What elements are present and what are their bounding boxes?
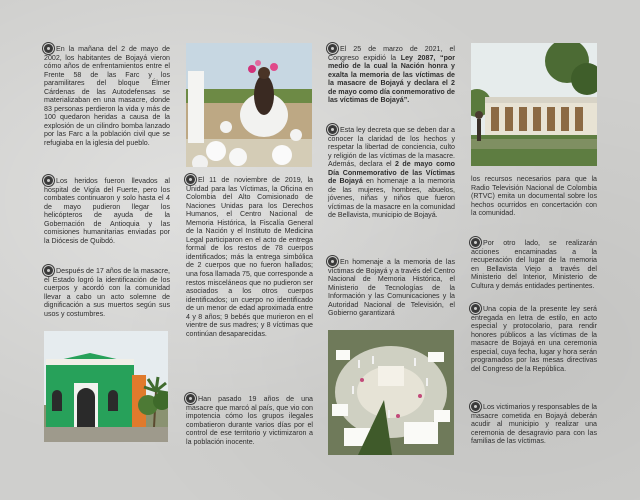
church-building-photo xyxy=(471,43,597,166)
green-building-illustration xyxy=(44,331,168,442)
circle-bullet-icon xyxy=(44,266,53,275)
col3-paragraph-3: En homenaje a la memoria de las víctimas de Bojayá y a través del Centro Nacional de Memoria Histórica, el Ministerio de Tecnologías de la Información y las Comunicaciones y la Autoridad Nacional de Televisión, el Gobierno garantizará xyxy=(328,258,455,318)
circle-bullet-icon xyxy=(44,44,53,53)
col4-paragraph-1: los recursos necesarios para que la Radio Televisión Nacional de Colombia (RTVC) emita un documental sobre los hechos ocurridos en concertación con la comunidad. xyxy=(471,175,597,218)
ceremony-illustration xyxy=(328,330,454,455)
col1-paragraph-3: Después de 17 años de la masacre, el Estado logró la identificación de los cuerpos y acordó con la comunidad llevar a cabo un acto solemne de dignificación a sus muertos según sus usos y costumbres. xyxy=(44,267,170,318)
col3-paragraph-1: El 25 de marzo de 2021, el Congreso expidió la Ley 2087, “por medio de la cual la Nación honra y exalta la memoria de las víctimas de la masacre de Bojayá y declara el 2 de mayo como día conmemorativo de las víctimas de Bojayá”. xyxy=(328,45,455,105)
circle-bullet-icon xyxy=(186,175,195,184)
circle-bullet-icon xyxy=(471,238,480,247)
col2-paragraph-2: Han pasado 19 años de una masacre que marcó al país, que vio con impotencia cómo los grupos ilegales combatieron durante varios días por el control de ese territorio y victimizaron a la población inocente. xyxy=(186,395,313,446)
circle-bullet-icon xyxy=(328,257,337,266)
circle-bullet-icon xyxy=(328,44,337,53)
col4-paragraph-4: Los victimarios y responsables de la masacre cometida en Bojayá deberán acudir al municipio y realizar una ceremonia de desagravio para con las familias de las víctimas. xyxy=(471,403,597,446)
memorial-illustration xyxy=(186,43,312,167)
col3-paragraph-2: Esta ley decreta que se deben dar a conocer la claridad de los hechos y respetar la libertad de conciencia, culto y religión de las víctimas de la masacre. Además, declara el 2 de mayo como Día Conmemorativo de las Víctimas de Bojayá en homenaje a la memoria de las mujeres, hombres, abuelos, jóvenes, niñas y niños que fueron víctimas de la masacre en la comunidad de Bellavista, municipio de Bojayá. xyxy=(328,126,455,220)
col4-paragraph-2: Por otro lado, se realizarán acciones encaminadas a la recuperación del lugar de la memoria en Bellavista Viejo a través del Ministerio del Interior, Ministerio de Cultura y demás entidades pertinentes. xyxy=(471,239,597,290)
col2-paragraph-1: El 11 de noviembre de 2019, la Unidad para las Víctimas, la Oficina en Colombia del Alto Comisionado de Naciones Unidas para los Derechos Humanos, el Centro Nacional de Memoria Histórica, la Fiscalía General de la Nación y el Instituto de Medicina Legal participaron en el acto de entrega formal de los restos de 78 cuerpos identificados; más la entrega simbólica de 2 cuerpos que no fueron hallados; una fosa llamada 75, que corresponde a restos misceláneos que no pudieron ser asociados a los otros cuerpos identificados; un cuerpo no identificado de un menor de edad aproximada entre 4 y 8 años; 9 bebés que murieron en el vientre de sus madres; y 8 víctimas que continúan desaparecidas. xyxy=(186,176,313,338)
candle-ceremony-photo xyxy=(328,330,454,455)
col4-paragraph-3: Una copia de la presente ley será entregada en letra de estilo, en acto especial y protocolario, para rendir honores públicos a las víctimas de la masacre de Bojayá en una ceremonia especial, cuya fecha, lugar y hora serán programados por las mesas directivas del Congreso de la República. xyxy=(471,305,597,373)
circle-bullet-icon xyxy=(471,402,480,411)
col1-paragraph-2: Los heridos fueron llevados al hospital de Vigía del Fuerte, pero los combates continuaron y solo hasta el 4 de mayo pudieron llegar los helicópteros de ayuda de la Gobernación de Antioquia y las comisiones humanitarias enviadas por la Diócesis de Quibdó. xyxy=(44,177,170,245)
flowers-memorial-photo xyxy=(186,43,312,167)
circle-bullet-icon xyxy=(186,394,195,403)
circle-bullet-icon xyxy=(44,176,53,185)
building-trees-illustration xyxy=(471,43,597,166)
green-church-photo xyxy=(44,331,168,442)
circle-bullet-icon xyxy=(328,125,337,134)
col1-paragraph-1: En la mañana del 2 de mayo de 2002, los habitantes de Bojayá vieron cómo años de enfrentamientos entre el Frente 58 de las Farc y los paramilitares del bloque Élmer Cárdenas de las Autodefensas se materializaban en una masacre, donde 83 personas perdieron la vida y más de 100 quedaron heridas a causa de la explosión de un cilindro bomba lanzado por las Farc a la población civil que se refugiaba en la iglesia del pueblo. xyxy=(44,45,170,148)
circle-bullet-icon xyxy=(471,304,480,313)
